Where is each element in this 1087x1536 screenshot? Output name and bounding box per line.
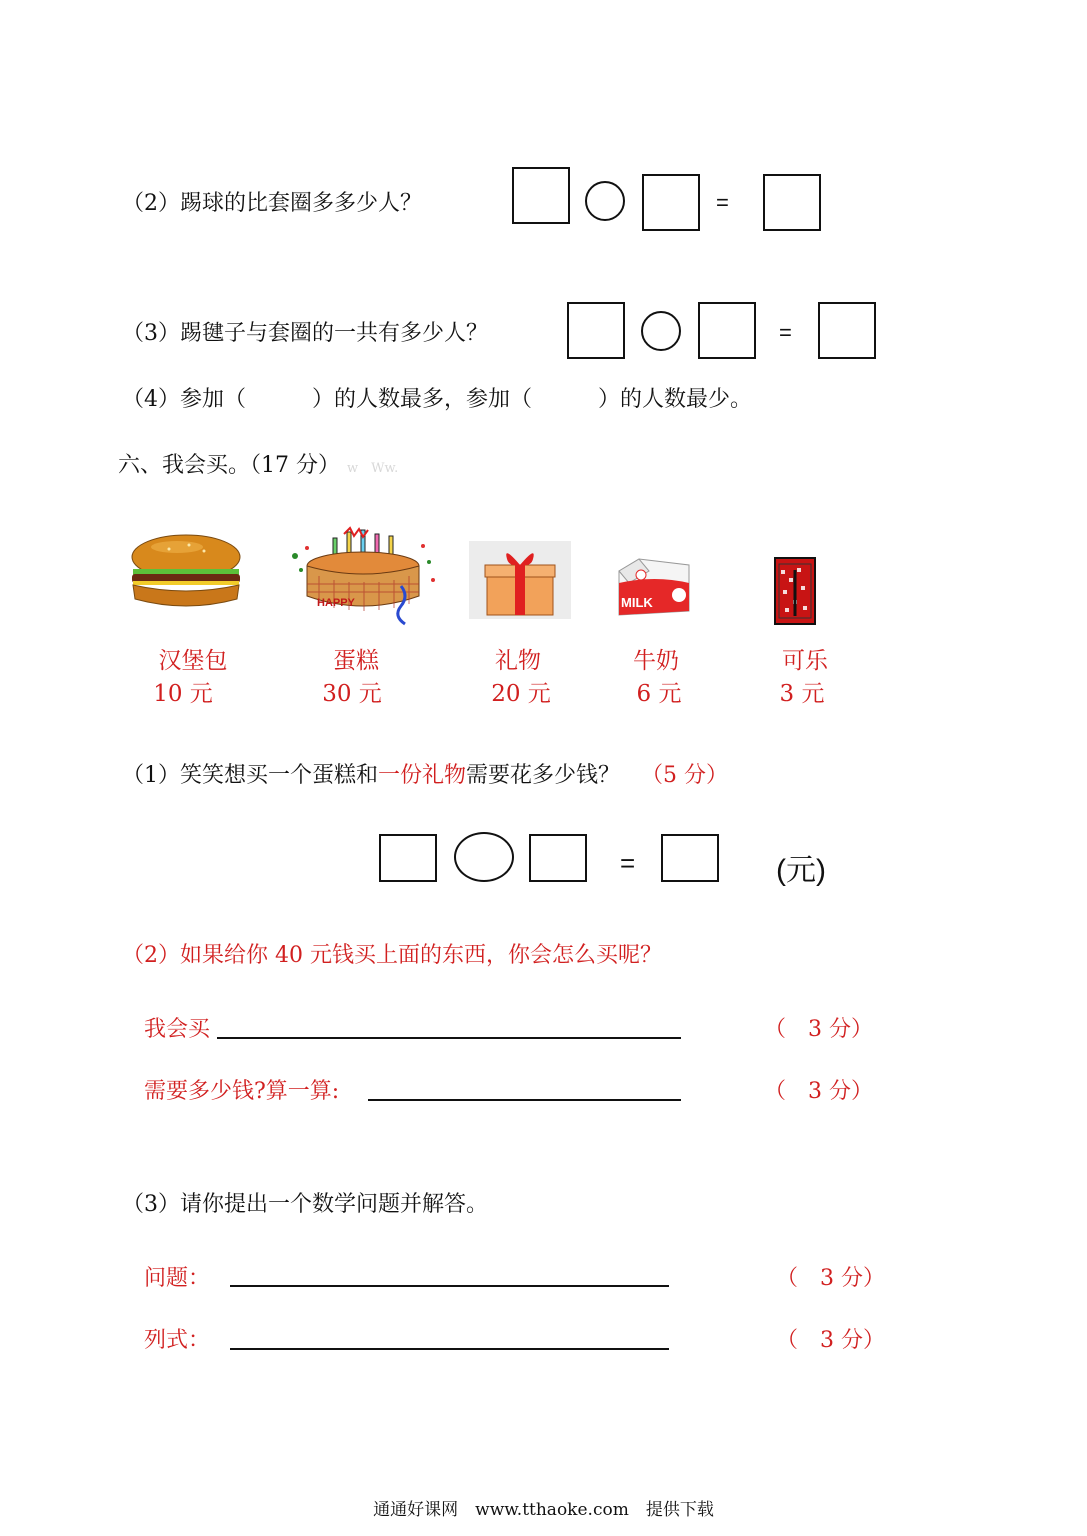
- question-3-text: （3）踢毽子与套圈的一共有多少人？: [122, 321, 488, 346]
- unit-label: (元): [776, 854, 826, 887]
- problem-1-post: 需要花多少钱？: [466, 763, 621, 788]
- item-price-cake: 30 元: [322, 681, 382, 707]
- answer-box[interactable]: [818, 302, 876, 359]
- operator-circle[interactable]: [585, 181, 625, 221]
- answer-box[interactable]: [698, 302, 756, 359]
- cost-label: 需要多少钱?算一算:: [144, 1079, 340, 1104]
- question-2-text: （2）踢球的比套圈多多少人？: [122, 191, 422, 216]
- problem-1-pre: （1）笑笑想买一个蛋糕和: [122, 763, 378, 788]
- operator-circle[interactable]: [641, 311, 681, 351]
- answer-box[interactable]: [763, 174, 821, 231]
- problem-1-text: [122, 758, 728, 789]
- hamburger-icon: [129, 533, 244, 613]
- item-price-milk: 6 元: [636, 681, 682, 707]
- footer-text: 通通好课网 www.tthaoke.com 提供下载: [373, 1500, 714, 1520]
- formula-label: 列式：: [144, 1328, 211, 1353]
- cost-answer-line[interactable]: [368, 1099, 681, 1101]
- milk-label: MILK: [621, 595, 653, 610]
- answer-box[interactable]: [529, 834, 587, 882]
- question-score: （ 3 分）: [776, 1266, 885, 1291]
- item-name-gift: 礼物: [495, 648, 541, 674]
- equals-sign: =: [620, 848, 636, 878]
- answer-box[interactable]: [379, 834, 437, 882]
- milk-icon: [611, 557, 695, 619]
- question-label: 问题：: [144, 1266, 211, 1291]
- svg-text:HAPPY: HAPPY: [317, 597, 355, 609]
- problem-1-score: （5 分）: [641, 763, 729, 788]
- buy-answer-line[interactable]: [217, 1037, 681, 1039]
- cola-icon: [773, 556, 817, 626]
- answer-box[interactable]: [661, 834, 719, 882]
- cost-score: （ 3 分）: [764, 1079, 873, 1104]
- section-title: [118, 448, 398, 479]
- faint-watermark: w Ww.: [347, 461, 399, 476]
- equals-sign: =: [779, 320, 792, 345]
- problem-1-highlight: 一份礼物: [378, 763, 467, 788]
- gift-icon: [469, 541, 571, 619]
- item-name-milk: 牛奶: [633, 648, 679, 674]
- answer-box[interactable]: [567, 302, 625, 359]
- item-price-cola: 3 元: [779, 681, 825, 707]
- question-4-text: （4）参加（ ）的人数最多，参加（ ）的人数最少。: [122, 387, 752, 412]
- item-name-cake: 蛋糕: [333, 648, 379, 674]
- answer-box[interactable]: [642, 174, 700, 231]
- item-name-cola: 可乐: [782, 648, 828, 674]
- operator-circle[interactable]: [454, 832, 514, 882]
- answer-box[interactable]: [512, 167, 570, 224]
- item-price-hamburger: 10 元: [153, 681, 213, 707]
- buy-score: （ 3 分）: [764, 1017, 873, 1042]
- formula-answer-line[interactable]: [230, 1348, 669, 1350]
- equals-sign: =: [716, 190, 729, 215]
- cake-icon: [289, 526, 437, 621]
- section-title-text: 六、我会买。（17 分）: [118, 453, 340, 478]
- item-name-hamburger: 汉堡包: [158, 648, 228, 674]
- question-answer-line[interactable]: [230, 1285, 669, 1287]
- problem-3-text: （3）请你提出一个数学问题并解答。: [122, 1192, 488, 1217]
- item-price-gift: 20 元: [491, 681, 551, 707]
- problem-2-text: （2）如果给你 40 元钱买上面的东西，你会怎么买呢？: [122, 943, 662, 968]
- buy-label: 我会买: [144, 1017, 211, 1042]
- formula-score: （ 3 分）: [776, 1328, 885, 1353]
